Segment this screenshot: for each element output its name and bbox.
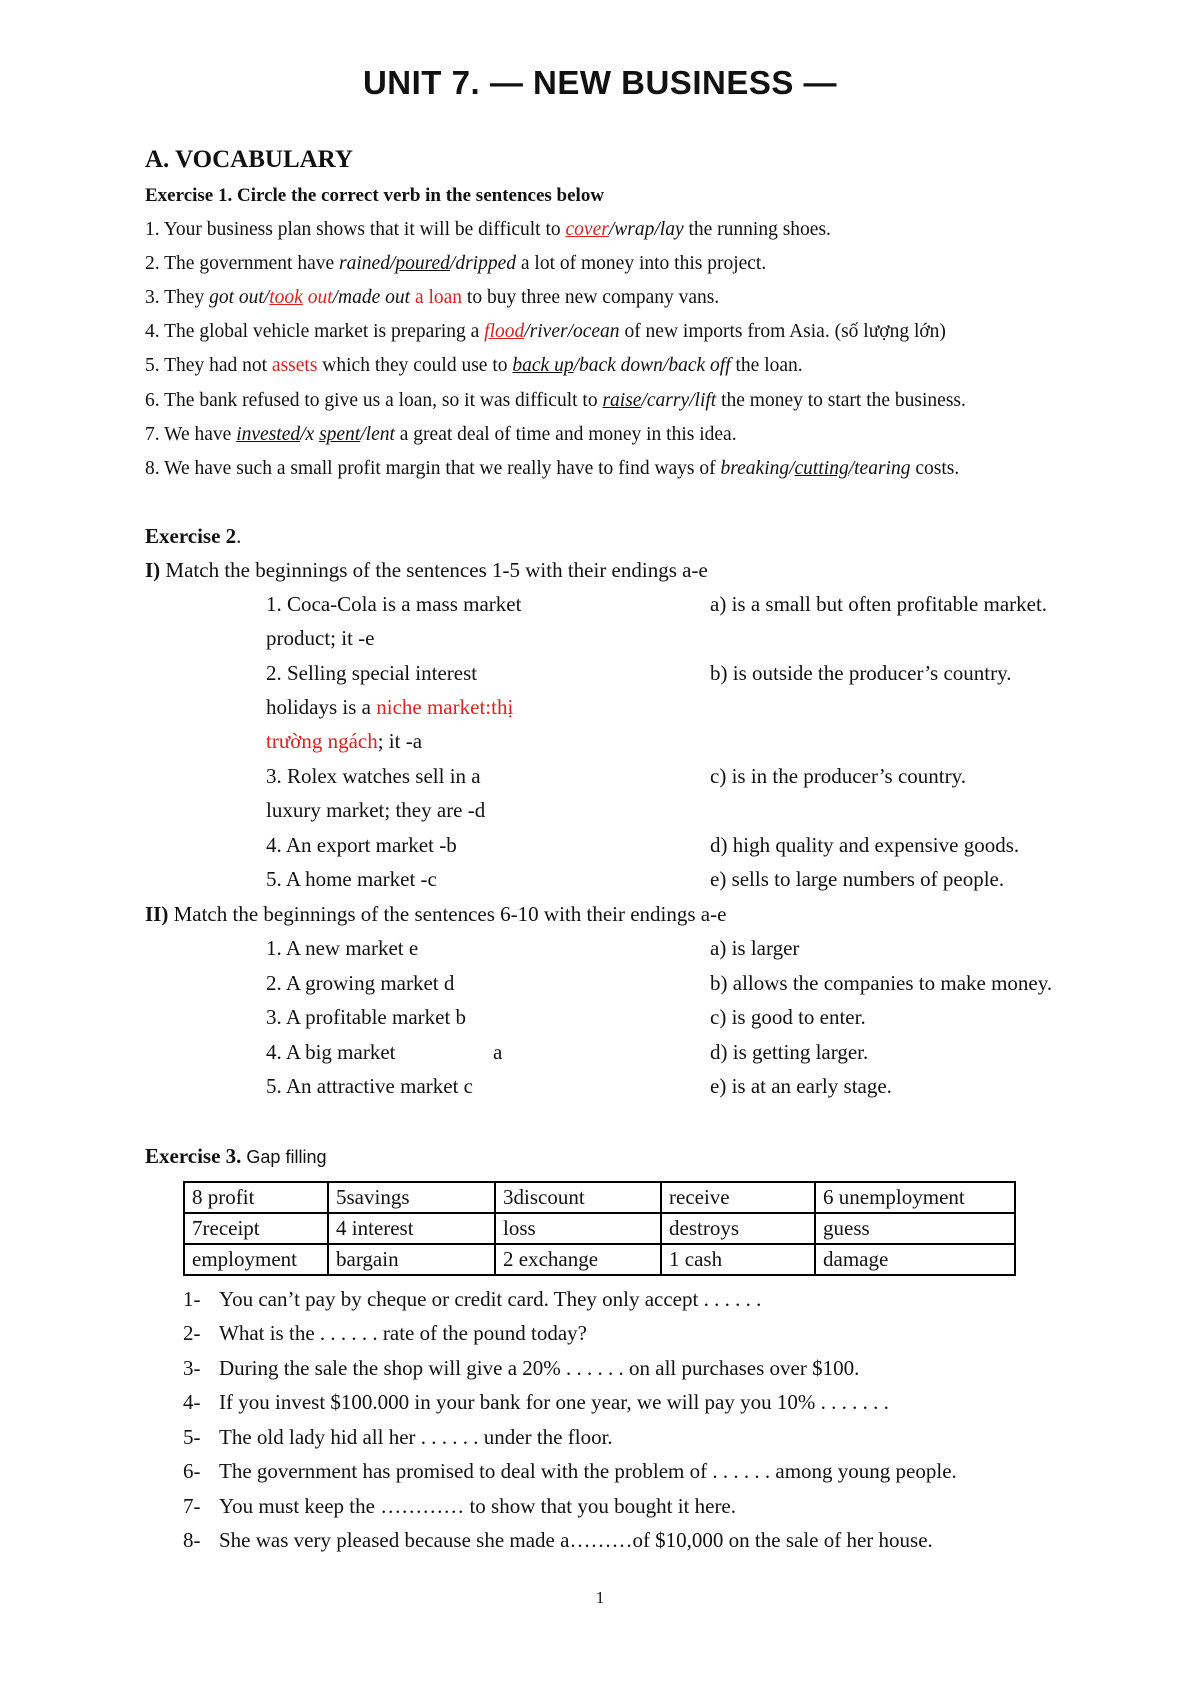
ex2-left: 5. A home market -c [266, 867, 437, 891]
gap-sentence: The old lady hid all her . . . . . . under the floor. [219, 1425, 613, 1449]
ex2-right: d) high quality and expensive goods. [710, 833, 1020, 857]
table-cell: 6 unemployment [815, 1182, 1015, 1213]
ex2-left [266, 695, 513, 720]
ex2-left: 2. A growing market d [266, 971, 455, 995]
exercise-1-heading: Exercise 1. Circle the correct verb in the sentences below [145, 185, 605, 206]
table-cell: 8 profit [184, 1182, 328, 1213]
ex1-option: breaking/ [720, 458, 795, 479]
gap-sentence: You must keep the ………… to show that you bought it here. [219, 1494, 737, 1518]
ex2-text: ; it -a [377, 729, 423, 753]
ex2-right: e) sells to large numbers of people. [710, 867, 1005, 891]
ex2-part1-text: Match the beginnings of the sentences 1-5 with their endings a-e [160, 558, 708, 582]
ex2-left: 3. A profitable market b [266, 1005, 467, 1029]
gap-sentence: What is the . . . . . . rate of the pound today? [219, 1321, 587, 1345]
table-cell: guess [815, 1213, 1015, 1244]
ex1-text: the loan. [730, 355, 803, 376]
gap-number: 8- [183, 1528, 201, 1552]
gap-number: 2- [183, 1321, 201, 1345]
ex2-left: 4. A big market [266, 1040, 396, 1064]
ex2-left: 1. Coca-Cola is a mass market [266, 592, 522, 616]
exercise-2-heading [145, 524, 241, 549]
ex2-left: luxury market; they are -d [266, 798, 486, 822]
ex1-answer: took [269, 287, 303, 308]
ex1-option: /carry/lift [641, 390, 717, 411]
ex1-text: a lot of money into this project. [516, 253, 767, 274]
ex1-option: /dripped [449, 253, 517, 274]
exercise-3-subtitle: Gap filling [241, 1147, 327, 1167]
ex1-text: 2. The government have [145, 253, 340, 274]
gap-sentence: She was very pleased because she made a………of $10,000 on the sale of her house. [219, 1528, 933, 1552]
ex1-answer: flood [484, 321, 525, 342]
gap-number: 3- [183, 1356, 201, 1380]
ex1-answer: poured [395, 253, 450, 274]
table-cell: receive [661, 1182, 815, 1213]
page-title: UNIT 7. — NEW BUSINESS — [362, 64, 838, 101]
exercise-2-title: Exercise 2 [145, 524, 237, 548]
ex1-answer: assets [271, 355, 318, 376]
ex2-answer: niche market:thị [376, 695, 514, 719]
ex2-part2-label: II) [145, 902, 169, 926]
ex2-left: product; it -e [266, 626, 375, 650]
ex1-answer: cover [565, 219, 609, 240]
ex1-option: /back down/back off [573, 355, 731, 376]
table-cell: 1 cash [661, 1244, 815, 1275]
ex2-right: b) allows the companies to make money. [710, 971, 1053, 995]
ex1-item-1 [145, 219, 831, 241]
ex1-item-4 [145, 321, 946, 343]
ex2-part2-text: Match the beginnings of the sentences 6-10 with their endings a-e [168, 902, 727, 926]
gap-sentence: If you invest $100.000 in your bank for one year, we will pay you 10% . . . . . . . [219, 1390, 889, 1414]
ex2-part1-instruction [145, 558, 708, 583]
exercise-2-dot: . [236, 524, 242, 548]
gap-number: 7- [183, 1494, 201, 1518]
ex1-text: costs. [910, 458, 960, 479]
ex1-option: /tearing [848, 458, 911, 479]
ex1-text: 6. The bank refused to give us a loan, so it was difficult to [145, 390, 603, 411]
table-row [184, 1182, 1015, 1213]
ex2-right: a) is larger [710, 936, 800, 960]
ex1-answer: out [302, 287, 333, 308]
ex1-text: to buy three new company vans. [462, 287, 720, 308]
table-row [184, 1213, 1015, 1244]
ex1-text: 4. The global vehicle market is preparing a [145, 321, 485, 342]
ex1-item-2 [145, 253, 766, 275]
ex2-left: 1. A new market e [266, 936, 419, 960]
ex1-text: 3. They [145, 287, 210, 308]
table-cell: 5savings [328, 1182, 495, 1213]
ex1-text: 1. Your business plan shows that it will be difficult to [145, 219, 566, 240]
gap-sentence: You can’t pay by cheque or credit card. They only accept . . . . . . [219, 1287, 762, 1311]
ex1-option: rained/ [339, 253, 396, 274]
ex2-answer: trường ngách [266, 729, 378, 753]
ex1-text: the running shoes. [683, 219, 831, 240]
table-cell: bargain [328, 1244, 495, 1275]
section-heading: A. VOCABULARY [145, 146, 353, 173]
table-cell: destroys [661, 1213, 815, 1244]
ex2-answer: a [493, 1040, 503, 1064]
ex1-option: got out/ [209, 287, 270, 308]
ex1-text: 5. They had not [145, 355, 272, 376]
gap-number: 5- [183, 1425, 201, 1449]
ex1-answer: cutting [794, 458, 849, 479]
table-row [184, 1244, 1015, 1275]
ex1-text: the money to start the business. [716, 390, 966, 411]
ex1-item-5 [145, 355, 803, 377]
gap-number: 1- [183, 1287, 201, 1311]
gap-sentence: The government has promised to deal with the problem of . . . . . . among young people. [219, 1459, 957, 1483]
ex2-right: e) is at an early stage. [710, 1074, 892, 1098]
ex2-right: a) is a small but often profitable market. [710, 592, 1048, 616]
gap-number: 4- [183, 1390, 201, 1414]
ex1-item-3 [145, 287, 719, 309]
gap-sentence: During the sale the shop will give a 20% . . . . . . on all purchases over $100. [219, 1356, 860, 1380]
ex1-option: / [608, 219, 615, 240]
table-cell: 3discount [495, 1182, 661, 1213]
ex2-right: c) is in the producer’s country. [710, 764, 967, 788]
ex1-answer: spent [319, 424, 361, 445]
ex1-answer: a loan [410, 287, 463, 308]
ex2-text: holidays is a [266, 695, 377, 719]
table-cell: employment [184, 1244, 328, 1275]
ex2-right: d) is getting larger. [710, 1040, 869, 1064]
ex1-option: /lent [360, 424, 395, 445]
ex2-left: 5. An attractive market c [266, 1074, 473, 1098]
ex1-option: /made out [332, 287, 411, 308]
ex1-text: of new imports from Asia. (số lượng lớn) [619, 321, 946, 342]
ex1-answer: raise [602, 390, 642, 411]
exercise-3-heading [145, 1144, 326, 1169]
ex1-text: a great deal of time and money in this idea. [394, 424, 737, 445]
exercise-3-title: Exercise 3. [145, 1144, 242, 1168]
ex2-right: c) is good to enter. [710, 1005, 866, 1029]
page-number: 1 [595, 1588, 605, 1607]
ex1-item-7 [145, 424, 737, 446]
ex1-answer: back up [512, 355, 574, 376]
table-cell: 7receipt [184, 1213, 328, 1244]
ex1-item-6 [145, 390, 966, 412]
table-cell: 4 interest [328, 1213, 495, 1244]
ex2-part1-label: I) [145, 558, 161, 582]
table-cell: loss [495, 1213, 661, 1244]
ex2-left [266, 729, 422, 754]
table-cell: damage [815, 1244, 1015, 1275]
ex1-option: /x [300, 424, 320, 445]
ex1-option: wrap/lay [614, 219, 684, 240]
ex2-left: 4. An export market -b [266, 833, 457, 857]
ex1-text: 7. We have [145, 424, 237, 445]
ex2-right: b) is outside the producer’s country. [710, 661, 1012, 685]
ex2-part2-instruction [145, 902, 726, 927]
table-cell: 2 exchange [495, 1244, 661, 1275]
gap-number: 6- [183, 1459, 201, 1483]
ex1-item-8 [145, 458, 959, 480]
ex1-text: which they could use to [317, 355, 513, 376]
ex1-option: /river/ocean [524, 321, 620, 342]
ex1-text: 8. We have such a small profit margin that we really have to find ways of [145, 458, 721, 479]
ex1-answer: invested [236, 424, 301, 445]
ex2-left: 3. Rolex watches sell in a [266, 764, 481, 788]
word-table [183, 1181, 1016, 1276]
ex2-left: 2. Selling special interest [266, 661, 478, 685]
